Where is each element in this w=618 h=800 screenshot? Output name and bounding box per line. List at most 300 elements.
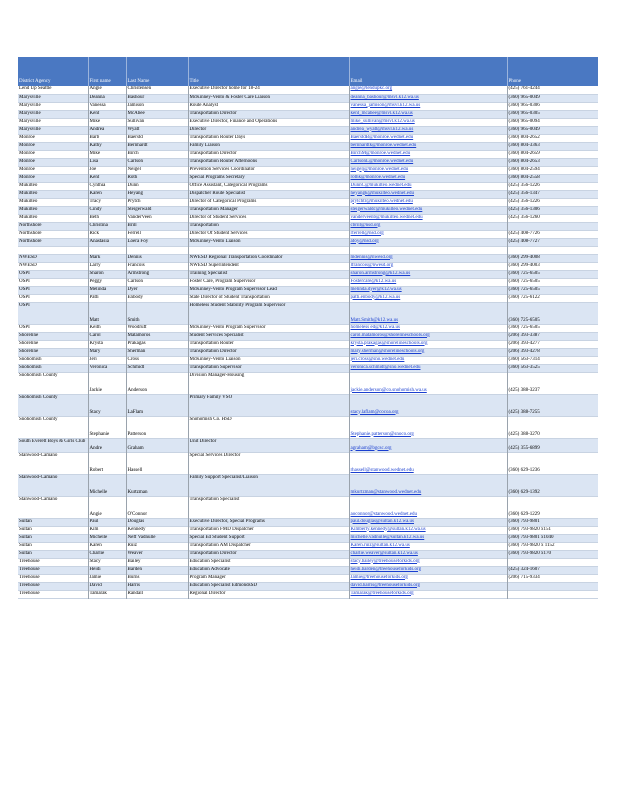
phone-cell: (425) 408-7727 <box>507 238 598 246</box>
last-name-cell: Loera Foy <box>126 238 188 246</box>
last-name-cell: Matamoros <box>126 332 188 340</box>
table-row <box>18 574 598 582</box>
table-row <box>18 582 598 590</box>
last-name-cell: Wyatt <box>126 126 188 134</box>
phone-cell: (425) 324-1607 <box>507 566 598 574</box>
email-cell[interactable]: jackie.anderson@co.snohomish.wa.us <box>349 372 507 394</box>
first-name-cell: Karen <box>88 542 126 550</box>
last-name-cell: Prakagas <box>126 340 188 348</box>
title-cell: Primary Family VSO <box>188 394 349 416</box>
district-cell: Northshore <box>19 238 42 244</box>
table-row <box>18 262 598 270</box>
last-name-cell: Sherman <box>126 348 188 356</box>
title-cell: Special Programs Secretary <box>188 174 349 182</box>
title-cell: Special Ed Student Support <box>188 534 349 542</box>
district-cell: Monroe <box>19 142 35 148</box>
title-cell: NWESD Regional Transportation Coordinator <box>188 254 349 262</box>
title-cell: McKinney-Vento & Foster Care Liaison <box>188 94 349 102</box>
district-cell: Stanwood-Camano <box>19 452 58 458</box>
first-name-cell: Patti <box>88 294 126 302</box>
last-name-cell: Bernhardt <box>126 142 188 150</box>
title-cell: Program Manager <box>188 574 349 582</box>
email-cell[interactable]: andrea_wyatt@msvl.k12.wa.us <box>349 126 507 134</box>
table-row <box>18 230 598 238</box>
table-row <box>18 222 598 230</box>
phone-cell <box>507 222 598 230</box>
table-row <box>18 452 598 474</box>
phone-cell: (206) 393-4278 <box>507 348 598 356</box>
title-cell: Transportation Specialist <box>188 496 349 518</box>
email-cell[interactable]: mkurtzman@stanwood.wednet.edu <box>349 474 507 496</box>
district-cell: Monroe <box>19 158 35 164</box>
title-cell: McKinney-Vento Program Supervisor Lead <box>188 286 349 294</box>
table-row <box>18 566 598 574</box>
email-cell[interactable]: vanderveenb@mukilteo.wednet.edu <box>349 214 507 222</box>
last-name-cell: Woodruff <box>126 324 188 332</box>
email-cell[interactable]: charlie.weaver@sultan.k12.wa.us <box>349 550 507 558</box>
table-row <box>18 372 598 394</box>
title-cell: Family Liaison <box>188 142 349 150</box>
last-name-cell: Bailey <box>126 558 188 566</box>
first-name-cell: Kent <box>88 110 126 118</box>
district-cell: Sultan <box>19 550 32 556</box>
district-cell: Sultan <box>19 534 32 540</box>
header-last-name: Last Name <box>126 57 188 86</box>
last-name-cell: Neff Vadnulle <box>126 534 188 542</box>
contact-directory-sheet <box>18 57 598 599</box>
district-cell: Snohomish County <box>19 416 58 422</box>
phone-cell: (360) 804-2594 <box>507 166 598 174</box>
email-cell[interactable]: agraham@bgcsc.org <box>349 438 507 452</box>
email-cell[interactable]: patti.enbody@k12.wa.us <box>349 294 507 302</box>
phone-cell: (425) 356-1226 <box>507 182 598 190</box>
email-cell[interactable]: veronica.schmidt@sno.wednet.edu <box>349 364 507 372</box>
district-cell: OSPI <box>19 324 30 330</box>
first-name-cell: Beth <box>88 214 126 222</box>
phone-cell: (360) 793-9801 x1040 <box>507 534 598 542</box>
first-name-cell: Deanna <box>88 94 126 102</box>
table-row <box>18 278 598 286</box>
email-cell[interactable]: david.harris@treehouseforkids.org <box>349 582 507 590</box>
title-cell: Training Specialist <box>188 270 349 278</box>
title-cell: Office Assistant, Categorical Programs <box>188 182 349 190</box>
first-name-cell: Jackie <box>88 372 126 394</box>
title-cell: Executive Director, Special Programs <box>188 518 349 526</box>
district-cell: Monroe <box>19 166 35 172</box>
email-cell[interactable]: Jamie@treehouseforkids.org <box>349 574 507 582</box>
district-cell: Monroe <box>19 174 35 180</box>
district-cell: Sultan <box>19 518 32 524</box>
phone-cell: (360) 629-1236 <box>507 452 598 474</box>
email-cell[interactable]: Kimberly.kennedy@sultan.k12.wa.us <box>349 526 507 534</box>
district-cell: Northshore <box>19 230 42 236</box>
email-cell[interactable]: jeri.cross@sno.wednet.edu <box>349 356 507 364</box>
table-body <box>18 86 598 598</box>
first-name-cell: Robert <box>88 452 126 474</box>
first-name-cell: Kathy <box>88 142 126 150</box>
phone-cell: (360) 725-6505 <box>507 302 598 324</box>
last-name-cell: Graham <box>126 438 188 452</box>
phone-cell: (360) 965-0305 <box>507 110 598 118</box>
contact-table <box>18 57 598 599</box>
phone-cell: (360) 563-7314 <box>507 356 598 364</box>
district-cell: Marysville <box>19 118 41 124</box>
last-name-cell: LaFlam <box>126 394 188 416</box>
email-cell[interactable]: stacy.bailey@treehouseforkids.org <box>349 558 507 566</box>
phone-cell <box>507 558 598 566</box>
table-row <box>18 190 598 198</box>
first-name-cell: Andre <box>88 438 126 452</box>
email-cell[interactable]: rhassell@stanwood.wednet.edu <box>349 452 507 474</box>
phone-cell: (206) 393-3387 <box>507 332 598 340</box>
first-name-cell: Michelle <box>88 474 126 496</box>
last-name-cell: Dunn <box>126 182 188 190</box>
last-name-cell: Neigel <box>126 166 188 174</box>
phone-cell <box>507 246 598 254</box>
phone-cell: (360) 804-2653 <box>507 158 598 166</box>
title-cell: Route Analyst <box>188 102 349 110</box>
email-cell[interactable]: vanessa_jamison@msvl.k12.wa.us <box>349 102 507 110</box>
first-name-cell: Paul <box>88 518 126 526</box>
email-cell[interactable]: Stephanie.patterson@snoco.org <box>349 416 507 438</box>
table-row <box>18 166 598 174</box>
first-name-cell: Andrea <box>88 126 126 134</box>
district-cell: Treehouse <box>19 582 40 588</box>
district-cell: OSPI <box>19 270 30 276</box>
email-cell[interactable]: melinda.dyer@k12.wa.us <box>349 286 507 294</box>
phone-cell: (360) 804-3363 <box>507 142 598 150</box>
title-cell: McKinney-Vento Liaison <box>188 356 349 364</box>
email-cell[interactable]: bernhardtk@monroe.wednet.edu <box>349 142 507 150</box>
phone-cell: (425) 388-3270 <box>507 416 598 438</box>
phone-cell: (206) 393-4277 <box>507 340 598 348</box>
first-name-cell: Kent <box>88 174 126 182</box>
district-cell: Treehouse <box>19 590 40 596</box>
first-name-cell: Joe <box>88 166 126 174</box>
title-cell: Transportation Router Afternoons <box>188 158 349 166</box>
last-name-cell: Brill <box>126 222 188 230</box>
district-cell: Snohomish <box>19 364 42 370</box>
header-phone: Phone <box>507 57 598 86</box>
title-cell: Student Services Specialist <box>188 332 349 340</box>
phone-cell: (360) 793-9820 x170 <box>507 550 598 558</box>
phone-cell: (360) 965-0306 <box>507 102 598 110</box>
last-name-cell: Baerstd <box>126 134 188 142</box>
email-cell[interactable]: michelle.vadnulle@sultan.k12.wa.us <box>349 534 507 542</box>
last-name-cell: Christensen <box>126 86 188 94</box>
table-row <box>18 158 598 166</box>
last-name-cell: Roth <box>126 174 188 182</box>
table-row <box>18 518 598 526</box>
table-row <box>18 134 598 142</box>
district-cell: Snohomish County <box>19 372 58 378</box>
phone-cell: (360) 725-6505 <box>507 286 598 294</box>
email-cell[interactable]: steigerwaldc@mukilteo.wednet.edu <box>349 206 507 214</box>
last-name-cell: Dyer <box>126 286 188 294</box>
table-row <box>18 394 598 416</box>
title-cell: Unit Director <box>188 438 349 452</box>
district-cell: Monroe <box>19 134 35 140</box>
email-cell[interactable]: mdennis@nwesd.org <box>349 254 507 262</box>
email-cell[interactable]: BirchM@monroe.wednet.edu <box>349 150 507 158</box>
title-cell: McKinney-Vento Program Supervisor <box>188 324 349 332</box>
email-cell[interactable]: aoconnor@stanwood.wednet.edu <box>349 496 507 518</box>
phone-cell: (425) 356-1347 <box>507 190 598 198</box>
first-name-cell: Rick <box>88 230 126 238</box>
district-cell: Lend Up Seattle <box>19 86 52 91</box>
table-row <box>18 438 598 452</box>
email-cell[interactable]: sharon.armstrong@k12.wa.us <box>349 270 507 278</box>
table-row <box>18 526 598 534</box>
table-row <box>18 542 598 550</box>
phone-cell: (425) 356-1306 <box>507 206 598 214</box>
first-name-cell: Christina <box>88 222 126 230</box>
title-cell: Division Manager-Housing <box>188 372 349 394</box>
title-cell: Transportation Router Days <box>188 134 349 142</box>
phone-cell: (206) 715-9334 <box>507 574 598 582</box>
first-name-cell: Barb <box>88 134 126 142</box>
first-name-cell: Larry <box>88 262 126 270</box>
title-cell: Education Advocate <box>188 566 349 574</box>
table-row <box>18 590 598 598</box>
title-cell: Education Specialist EdmondsSD <box>188 582 349 590</box>
title-cell: Transportation Director <box>188 150 349 158</box>
first-name-cell: Matt <box>88 302 126 324</box>
title-cell: Family Support Specialist/Liaison <box>188 474 349 496</box>
district-cell: Mukilteo <box>19 198 38 204</box>
email-cell[interactable]: homeless ed@k12.wa.us <box>349 324 507 332</box>
title-cell: Transportation Director <box>188 550 349 558</box>
district-cell: Snohomish County <box>19 394 58 400</box>
table-row <box>18 348 598 356</box>
table-row <box>18 364 598 372</box>
email-cell[interactable]: mike_sullivan@msvl.k12.wa.us <box>349 118 507 126</box>
title-cell: Director of Student Services <box>188 214 349 222</box>
first-name-cell: David <box>88 582 126 590</box>
table-row <box>18 182 598 190</box>
email-cell[interactable]: heyangk@mukilteo.wednet.edu <box>349 190 507 198</box>
title-cell: NWESD Superintendent <box>188 262 349 270</box>
first-name-cell: Lisa <box>88 158 126 166</box>
email-cell[interactable]: paul.douglas@sultan.k12.wa.us <box>349 518 507 526</box>
last-name-cell: VanderVeen <box>126 214 188 222</box>
email-cell[interactable]: mary.sherman@shorelineschools.org <box>349 348 507 356</box>
header-title: Title <box>188 57 349 86</box>
title-cell: Transportation Director <box>188 348 349 356</box>
table-row <box>18 238 598 246</box>
email-cell[interactable]: neigelj@monroe.wednet.edu <box>349 166 507 174</box>
header-email: Email <box>349 57 507 86</box>
first-name-cell: Angie <box>88 86 126 94</box>
title-cell: Transportation Router <box>188 340 349 348</box>
last-name-cell: Steigerwald <box>126 206 188 214</box>
email-cell[interactable]: deanna_bashour@msvl.k12.wa.us <box>349 94 507 102</box>
phone-cell: (360) 629-1392 <box>507 474 598 496</box>
title-cell: Director Of Student Services <box>188 230 349 238</box>
district-cell: Shoreline <box>19 348 39 354</box>
email-cell[interactable]: Karen.ruiz@sultan.k12.wa.us <box>349 542 507 550</box>
phone-cell: (425) 355-6899 <box>507 438 598 452</box>
district-cell: OSPI <box>19 286 30 292</box>
email-cell[interactable]: prytchtr@mukilteo.wednet.edu <box>349 198 507 206</box>
table-row <box>18 254 598 262</box>
first-name-cell: Peggy <box>88 278 126 286</box>
email-cell[interactable]: BaerstdB@monroe.wednet.edu <box>349 134 507 142</box>
first-name-cell: Jeri <box>88 356 126 364</box>
table-row <box>18 86 598 94</box>
title-cell: McKinney-Vento Liaison <box>188 238 349 246</box>
header-district-agency: District Agency <box>19 79 51 84</box>
email-cell[interactable]: kent_mcabee@msvl.k12.wa.us <box>349 110 507 118</box>
phone-cell: (360) 299-4008 <box>507 254 598 262</box>
title-cell: State Director of Student Transportation <box>188 294 349 302</box>
table-row <box>18 550 598 558</box>
last-name-cell: Harris <box>126 582 188 590</box>
title-cell: Special Services Director <box>188 452 349 474</box>
last-name-cell: Sullivan <box>126 118 188 126</box>
title-cell: Homeless Student Stability Program Supervisor <box>188 302 349 324</box>
email-cell[interactable]: DunnC@mukilteo.wednet.edu <box>349 182 507 190</box>
last-name-cell: McAbee <box>126 110 188 118</box>
district-cell: OSPI <box>19 294 30 300</box>
last-name-cell: Carlson <box>126 158 188 166</box>
email-cell[interactable]: CarlsonL@monroe.wednet.edu <box>349 158 507 166</box>
last-name-cell: Birch <box>126 150 188 158</box>
email-cell[interactable]: rothk@monroe.wednet.edu <box>349 174 507 182</box>
email-cell[interactable]: rferrell@nsd.org <box>349 230 507 238</box>
table-row <box>18 118 598 126</box>
title-cell: Snohomish Co. HSD <box>188 416 349 438</box>
phone-cell <box>507 582 598 590</box>
district-cell: Mukilteo <box>19 190 38 196</box>
last-name-cell: Prytch <box>126 198 188 206</box>
district-cell: Mukilteo <box>19 214 38 220</box>
title-cell: Transportation AM Dispatcher <box>188 542 349 550</box>
last-name-cell: Heyang <box>126 190 188 198</box>
table-header-row <box>18 57 598 86</box>
first-name-cell: Krysta <box>88 340 126 348</box>
table-row <box>18 126 598 134</box>
table-row <box>18 246 598 254</box>
district-cell: South Everett Boys & Girls Club <box>19 438 86 444</box>
table-row <box>18 332 598 340</box>
last-name-cell: Burns <box>126 574 188 582</box>
last-name-cell: Jamison <box>126 102 188 110</box>
phone-cell: (360) 793-9801 <box>507 518 598 526</box>
district-cell: Mukilteo <box>19 206 38 212</box>
table-row <box>18 214 598 222</box>
phone-cell: (360) 804-2659 <box>507 150 598 158</box>
district-cell: Monroe <box>19 150 35 156</box>
first-name-cell: Kim <box>88 526 126 534</box>
district-cell: Shoreline <box>19 332 39 338</box>
first-name-cell: Mark <box>88 254 126 262</box>
phone-cell: (360) 965-0094 <box>507 118 598 126</box>
phone-cell: (360) 725-6505 <box>507 270 598 278</box>
phone-cell: (360) 793-9820 x 1152 <box>507 542 598 550</box>
first-name-cell: Vanessa <box>88 102 126 110</box>
first-name-cell <box>88 246 126 254</box>
email-cell[interactable]: heidi.barden@treehouseforkids.org <box>349 566 507 574</box>
district-cell: Treehouse <box>19 574 40 580</box>
table-row <box>18 206 598 214</box>
first-name-cell: Michelle <box>88 534 126 542</box>
email-cell[interactable]: cbrill@nsd.org <box>349 222 507 230</box>
first-name-cell: Mary <box>88 348 126 356</box>
title-cell: Transportation Manager <box>188 206 349 214</box>
last-name-cell: Ruiz <box>126 542 188 550</box>
district-cell: Sultan <box>19 526 32 532</box>
phone-cell: (360) 804-2558 <box>507 174 598 182</box>
phone-cell: (425) 356-1260 <box>507 214 598 222</box>
last-name-cell: O'Connor <box>126 496 188 518</box>
table-row <box>18 270 598 278</box>
email-cell[interactable] <box>349 246 507 254</box>
title-cell: Transportation FMD Dispatcher <box>188 526 349 534</box>
email-cell[interactable]: stacy.laflam@cocoa.org <box>349 394 507 416</box>
title-cell: Executive Director, Finance and Operations <box>188 118 349 126</box>
phone-cell: (425) 356-1226 <box>507 198 598 206</box>
table-row <box>18 416 598 438</box>
email-cell[interactable]: Fostercare@k12.wa.us <box>349 278 507 286</box>
first-name-cell: Cynthia <box>88 182 126 190</box>
table-row <box>18 356 598 364</box>
phone-cell: (360) 793-9820 x151 <box>507 526 598 534</box>
district-cell: NWESD <box>19 254 37 260</box>
table-row <box>18 174 598 182</box>
district-cell: Stanwood-Camano <box>19 496 58 502</box>
first-name-cell: Angie <box>88 496 126 518</box>
table-row <box>18 294 598 302</box>
first-name-cell: Veronica <box>88 364 126 372</box>
district-cell: Shoreline <box>19 340 39 346</box>
first-name-cell: Keith <box>88 324 126 332</box>
email-cell[interactable]: Matt.Smith@k12.wa.us <box>349 302 507 324</box>
email-cell[interactable]: carol.matamoros@shorelineschools.org <box>349 332 507 340</box>
district-cell: Sultan <box>19 542 32 548</box>
email-cell[interactable]: krysta.prakagas@shorelineschools.org <box>349 340 507 348</box>
phone-cell: (425) 388-7255 <box>507 394 598 416</box>
last-name-cell: Barden <box>126 566 188 574</box>
email-cell[interactable]: angie@lendupkc.org <box>349 86 507 94</box>
last-name-cell: Armstrong <box>126 270 188 278</box>
last-name-cell: Dennis <box>126 254 188 262</box>
title-cell: Regional Director <box>188 590 349 598</box>
phone-cell: (360) 725-6505 <box>507 324 598 332</box>
first-name-cell: Stephanie <box>88 416 126 438</box>
last-name-cell: Ferrell <box>126 230 188 238</box>
title-cell: Director <box>188 126 349 134</box>
last-name-cell: Kennedy <box>126 526 188 534</box>
first-name-cell: Carol <box>88 332 126 340</box>
title-cell: Dispatcher Route Specialist <box>188 190 349 198</box>
title-cell: Executive Director home for 18-24 <box>188 86 349 94</box>
phone-cell: (360) 965-0049 <box>507 94 598 102</box>
table-row <box>18 150 598 158</box>
email-cell[interactable]: lfrancois@nwesd.org <box>349 262 507 270</box>
phone-cell: (360) 725-6122 <box>507 294 598 302</box>
table-row <box>18 302 598 324</box>
first-name-cell: Karen <box>88 190 126 198</box>
phone-cell: (425) 388-3237 <box>507 372 598 394</box>
title-cell: Transportation <box>188 222 349 230</box>
table-row <box>18 142 598 150</box>
phone-cell: (360) 804-2652 <box>507 134 598 142</box>
table-row <box>18 340 598 348</box>
email-cell[interactable]: afoy@nsd.org <box>349 238 507 246</box>
district-cell <box>18 246 88 254</box>
email-cell[interactable]: Tamarak@treehouseforkids.org <box>349 590 507 598</box>
